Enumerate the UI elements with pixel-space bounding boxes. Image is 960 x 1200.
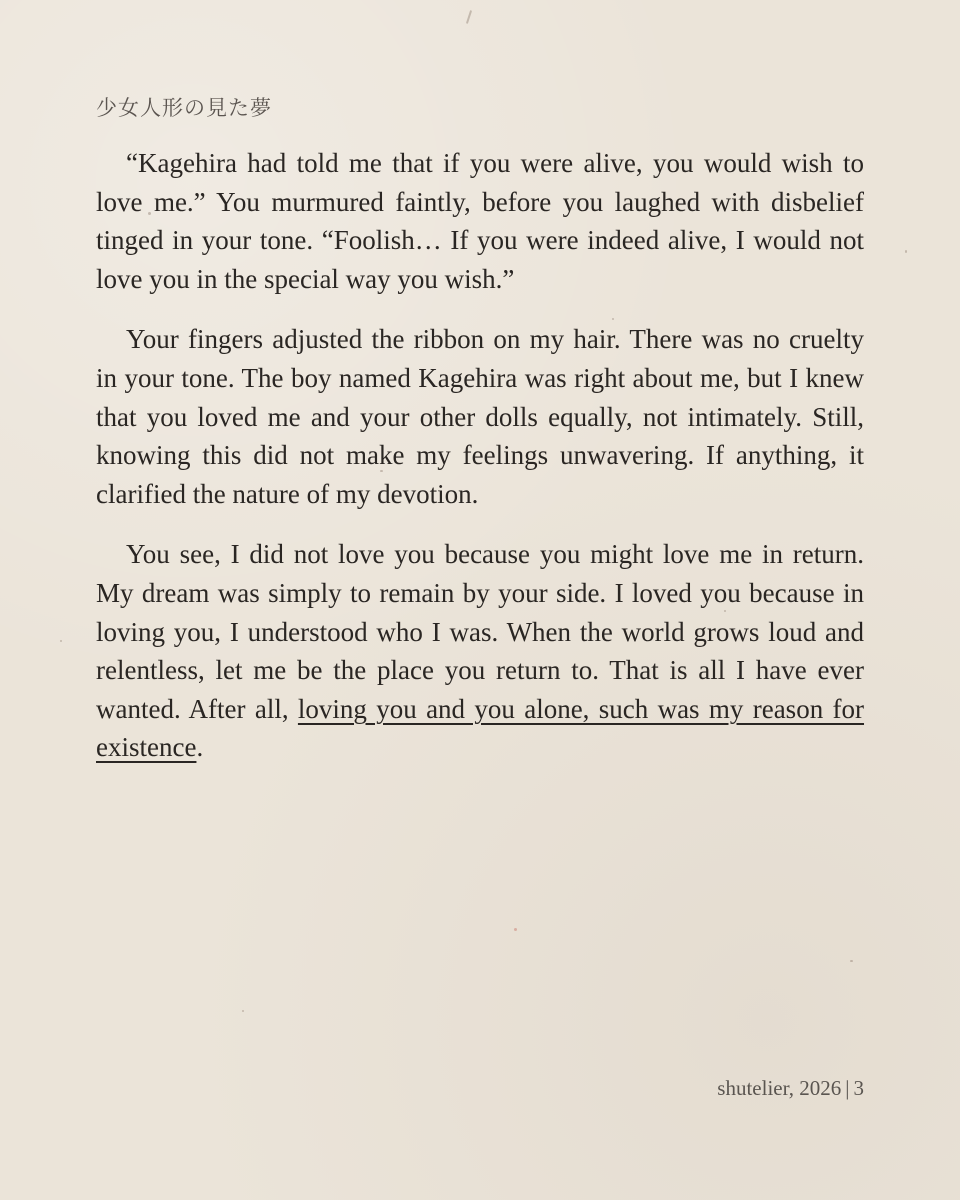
author-credit: shutelier, 2026 xyxy=(717,1076,842,1100)
underlined-phrase: loving you and you alone, such was my reason for existence xyxy=(96,693,865,763)
paragraph: “Kagehira had told me that if you were alive, you would wish to love me.” You murmured faintly, before you laughed with disbelief tinged in your tone. “Foolish… If you were indeed alive, I would not love you in the special way you wish.” xyxy=(96,148,864,294)
paragraph xyxy=(96,535,864,767)
paper-fiber xyxy=(466,10,472,24)
paper-speck xyxy=(850,960,853,962)
page-title: 少女人形の見た夢 xyxy=(96,96,272,120)
body-text xyxy=(96,144,864,789)
footer-credit xyxy=(717,1076,864,1101)
paper-speck xyxy=(514,928,517,931)
paragraph-text: You see, I did not love you because you might love me in return. My dream was simply to remain by your side. I loved you because in loving you, I understood who I was. When the world grows loud and relentless, let me be the place you return to. That is all I have ever wanted. After all, xyxy=(96,539,864,724)
paper-speck xyxy=(905,250,907,253)
paragraph-ending: . xyxy=(196,732,204,763)
paper-speck xyxy=(242,1010,244,1012)
paper-speck xyxy=(60,640,62,642)
footer-separator: | xyxy=(845,1076,850,1100)
paragraph: Your fingers adjusted the ribbon on my hair. There was no cruelty in your tone. The boy named Kagehira was right about me, but I knew that you loved me and your other dolls equally, not intimately. Still, knowing this did not make my feelings unwavering. If anything, it clarified the nature of my devotion. xyxy=(96,324,864,509)
page-number: 3 xyxy=(853,1076,864,1100)
